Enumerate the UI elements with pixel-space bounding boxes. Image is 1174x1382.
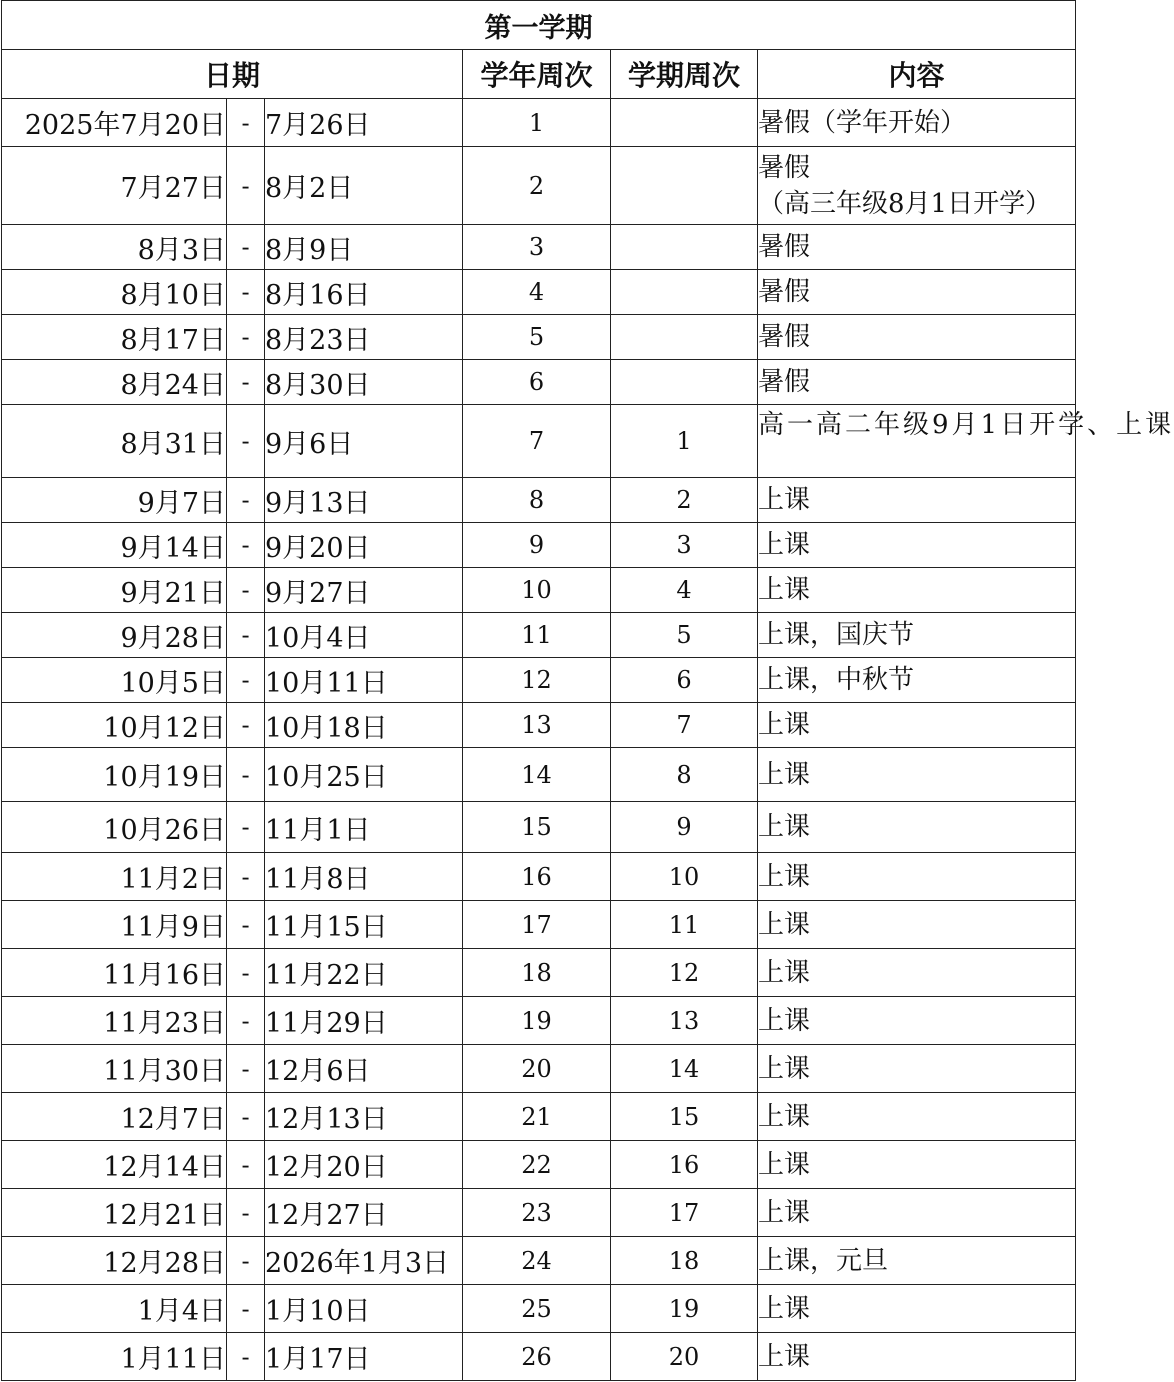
week-content [758, 360, 1076, 405]
table-row [2, 658, 1076, 703]
date-range-separator: - [227, 1189, 265, 1237]
week-end-date: 11月1日 [265, 802, 463, 853]
week-content [758, 748, 1076, 802]
table-row [2, 613, 1076, 658]
term-week-number [611, 360, 758, 405]
date-range-separator: - [227, 1285, 265, 1333]
date-range-separator: - [227, 270, 265, 315]
week-end-date: 11月8日 [265, 853, 463, 901]
term-week-number: 6 [611, 658, 758, 703]
week-content [758, 1285, 1076, 1333]
week-end-date: 9月27日 [265, 568, 463, 613]
week-end-date: 9月13日 [265, 478, 463, 523]
week-end-date: 11月22日 [265, 949, 463, 997]
week-start-date: 12月14日 [2, 1141, 227, 1189]
year-week-number: 21 [463, 1093, 611, 1141]
table-row [2, 1093, 1076, 1141]
content-line: 上课，国庆节 [758, 620, 915, 650]
week-start-date: 11月9日 [2, 901, 227, 949]
content-line: 暑假 [758, 367, 811, 397]
term-week-number [611, 270, 758, 315]
week-start-date: 8月10日 [2, 270, 227, 315]
header-content: 内容 [758, 50, 1076, 99]
content-line: 暑假 [758, 322, 811, 352]
content-line: 上课 [758, 1149, 811, 1180]
term-week-number: 5 [611, 613, 758, 658]
week-content [758, 270, 1076, 315]
date-range-separator: - [227, 99, 265, 147]
year-week-number: 5 [463, 315, 611, 360]
table-row [2, 523, 1076, 568]
week-content [758, 802, 1076, 853]
content-line: 上课 [758, 1101, 811, 1132]
week-start-date: 12月28日 [2, 1237, 227, 1285]
week-end-date: 8月9日 [265, 225, 463, 270]
date-range-separator: - [227, 853, 265, 901]
content-line: 上课 [758, 812, 811, 842]
table-row [2, 270, 1076, 315]
date-range-separator: - [227, 613, 265, 658]
term-week-number: 12 [611, 949, 758, 997]
term-week-number: 19 [611, 1285, 758, 1333]
term-week-number [611, 225, 758, 270]
week-start-date: 9月14日 [2, 523, 227, 568]
content-line: 上课 [758, 909, 811, 940]
content-line: 上课 [758, 1005, 811, 1036]
date-range-separator: - [227, 802, 265, 853]
term-week-number [611, 147, 758, 225]
week-start-date: 11月30日 [2, 1045, 227, 1093]
year-week-number: 25 [463, 1285, 611, 1333]
content-line: 上课 [758, 710, 811, 740]
week-end-date: 9月6日 [265, 405, 463, 478]
content-line: 暑假（学年开始） [758, 107, 967, 138]
week-start-date: 8月17日 [2, 315, 227, 360]
year-week-number: 16 [463, 853, 611, 901]
content-line: 高一高二年级9月1日开学、上课 [758, 410, 1174, 440]
content-line: 上课 [758, 1293, 811, 1324]
year-week-number: 17 [463, 901, 611, 949]
year-week-number: 8 [463, 478, 611, 523]
year-week-number: 22 [463, 1141, 611, 1189]
week-end-date: 10月25日 [265, 748, 463, 802]
week-content [758, 147, 1076, 225]
content-line: 暑假 [758, 152, 811, 183]
week-end-date: 10月4日 [265, 613, 463, 658]
year-week-number: 4 [463, 270, 611, 315]
table-row [2, 405, 1076, 478]
week-end-date: 12月27日 [265, 1189, 463, 1237]
week-start-date: 8月31日 [2, 405, 227, 478]
week-end-date: 8月16日 [265, 270, 463, 315]
header-date: 日期 [2, 50, 463, 99]
week-start-date: 10月5日 [2, 658, 227, 703]
year-week-number: 13 [463, 703, 611, 748]
week-start-date: 1月4日 [2, 1285, 227, 1333]
year-week-number: 20 [463, 1045, 611, 1093]
date-range-separator: - [227, 1045, 265, 1093]
week-start-date: 9月28日 [2, 613, 227, 658]
table-row [2, 997, 1076, 1045]
table-row [2, 1189, 1076, 1237]
table-row [2, 901, 1076, 949]
term-week-number: 17 [611, 1189, 758, 1237]
term-week-number: 20 [611, 1333, 758, 1381]
year-week-number: 7 [463, 405, 611, 478]
table-row [2, 1141, 1076, 1189]
table-row [2, 225, 1076, 270]
year-week-number: 1 [463, 99, 611, 147]
date-range-separator: - [227, 360, 265, 405]
date-range-separator: - [227, 748, 265, 802]
table-row [2, 802, 1076, 853]
date-range-separator: - [227, 1141, 265, 1189]
table-row [2, 147, 1076, 225]
table-row [2, 1045, 1076, 1093]
term-week-number [611, 99, 758, 147]
week-start-date: 8月24日 [2, 360, 227, 405]
content-line: 上课，元旦 [758, 1245, 889, 1276]
year-week-number: 14 [463, 748, 611, 802]
week-content [758, 478, 1076, 523]
week-content [758, 658, 1076, 703]
term-week-number: 18 [611, 1237, 758, 1285]
term-week-number: 13 [611, 997, 758, 1045]
table-row [2, 1333, 1076, 1381]
week-end-date: 9月20日 [265, 523, 463, 568]
week-content [758, 405, 1174, 478]
week-start-date: 11月2日 [2, 853, 227, 901]
week-content [758, 568, 1076, 613]
term-week-number: 7 [611, 703, 758, 748]
week-start-date: 7月27日 [2, 147, 227, 225]
week-content [758, 1045, 1076, 1093]
content-line: 上课 [758, 530, 811, 560]
date-range-separator: - [227, 1333, 265, 1381]
week-content [758, 1237, 1076, 1285]
title-row [2, 1, 1076, 50]
year-week-number: 12 [463, 658, 611, 703]
year-week-number: 2 [463, 147, 611, 225]
week-end-date: 12月6日 [265, 1045, 463, 1093]
term-week-number: 10 [611, 853, 758, 901]
term-week-number: 2 [611, 478, 758, 523]
date-range-separator: - [227, 147, 265, 225]
week-end-date: 11月29日 [265, 997, 463, 1045]
date-range-separator: - [227, 315, 265, 360]
week-end-date: 12月20日 [265, 1141, 463, 1189]
table-row [2, 1237, 1076, 1285]
week-content [758, 1141, 1076, 1189]
header-term-week: 学期周次 [611, 50, 758, 99]
year-week-number: 9 [463, 523, 611, 568]
term-week-number: 4 [611, 568, 758, 613]
table-row [2, 99, 1076, 147]
content-line: 暑假 [758, 277, 811, 307]
year-week-number: 3 [463, 225, 611, 270]
year-week-number: 23 [463, 1189, 611, 1237]
date-range-separator: - [227, 225, 265, 270]
date-range-separator: - [227, 405, 265, 478]
week-start-date: 10月12日 [2, 703, 227, 748]
week-end-date: 1月10日 [265, 1285, 463, 1333]
week-end-date: 11月15日 [265, 901, 463, 949]
semester-calendar-table [1, 0, 1174, 1381]
date-range-separator: - [227, 478, 265, 523]
week-end-date: 10月11日 [265, 658, 463, 703]
week-start-date: 9月7日 [2, 478, 227, 523]
date-range-separator: - [227, 1093, 265, 1141]
year-week-number: 15 [463, 802, 611, 853]
week-content [758, 997, 1076, 1045]
week-end-date: 8月30日 [265, 360, 463, 405]
table-row [2, 478, 1076, 523]
year-week-number: 11 [463, 613, 611, 658]
date-range-separator: - [227, 901, 265, 949]
table-row [2, 1285, 1076, 1333]
term-week-number: 15 [611, 1093, 758, 1141]
week-content [758, 225, 1076, 270]
content-line: 上课 [758, 1053, 811, 1084]
week-end-date: 2026年1月3日 [265, 1237, 463, 1285]
content-line: 上课 [758, 1197, 811, 1228]
week-start-date: 1月11日 [2, 1333, 227, 1381]
content-line: 上课 [758, 575, 811, 605]
week-content [758, 1333, 1076, 1381]
content-line: 暑假 [758, 232, 811, 262]
header-row [2, 50, 1076, 99]
week-content [758, 1093, 1076, 1141]
table-row [2, 360, 1076, 405]
year-week-number: 18 [463, 949, 611, 997]
week-start-date: 10月19日 [2, 748, 227, 802]
week-end-date: 1月17日 [265, 1333, 463, 1381]
week-content [758, 853, 1076, 901]
date-range-separator: - [227, 658, 265, 703]
content-line: 上课 [758, 957, 811, 988]
table-row [2, 315, 1076, 360]
table-row [2, 568, 1076, 613]
week-start-date: 11月23日 [2, 997, 227, 1045]
week-start-date: 12月21日 [2, 1189, 227, 1237]
table-title: 第一学期 [2, 1, 1076, 50]
content-line: 上课，中秋节 [758, 665, 915, 695]
date-range-separator: - [227, 568, 265, 613]
term-week-number: 8 [611, 748, 758, 802]
content-line: 上课 [758, 861, 811, 892]
week-content [758, 901, 1076, 949]
week-start-date: 10月26日 [2, 802, 227, 853]
term-week-number: 16 [611, 1141, 758, 1189]
week-content [758, 613, 1076, 658]
week-start-date: 12月7日 [2, 1093, 227, 1141]
content-line: 上课 [758, 759, 811, 790]
header-year-week: 学年周次 [463, 50, 611, 99]
date-range-separator: - [227, 949, 265, 997]
term-week-number [611, 315, 758, 360]
date-range-separator: - [227, 1237, 265, 1285]
week-end-date: 12月13日 [265, 1093, 463, 1141]
week-start-date: 11月16日 [2, 949, 227, 997]
week-end-date: 8月23日 [265, 315, 463, 360]
year-week-number: 10 [463, 568, 611, 613]
date-range-separator: - [227, 997, 265, 1045]
table-row [2, 853, 1076, 901]
table-row [2, 748, 1076, 802]
date-range-separator: - [227, 703, 265, 748]
week-content [758, 99, 1076, 147]
week-content [758, 703, 1076, 748]
year-week-number: 24 [463, 1237, 611, 1285]
year-week-number: 26 [463, 1333, 611, 1381]
content-line: （高三年级8月1日开学） [758, 188, 1052, 219]
date-range-separator: - [227, 523, 265, 568]
week-start-date: 8月3日 [2, 225, 227, 270]
table-row [2, 949, 1076, 997]
week-start-date: 2025年7月20日 [2, 99, 227, 147]
week-end-date: 7月26日 [265, 99, 463, 147]
content-line: 上课 [758, 485, 811, 515]
term-week-number: 3 [611, 523, 758, 568]
week-content [758, 523, 1076, 568]
week-content [758, 949, 1076, 997]
term-week-number: 14 [611, 1045, 758, 1093]
week-end-date: 8月2日 [265, 147, 463, 225]
week-end-date: 10月18日 [265, 703, 463, 748]
table-row [2, 703, 1076, 748]
term-week-number: 11 [611, 901, 758, 949]
week-start-date: 9月21日 [2, 568, 227, 613]
term-week-number: 1 [611, 405, 758, 478]
week-content [758, 315, 1076, 360]
year-week-number: 6 [463, 360, 611, 405]
term-week-number: 9 [611, 802, 758, 853]
year-week-number: 19 [463, 997, 611, 1045]
content-line: 上课 [758, 1341, 811, 1372]
week-content [758, 1189, 1076, 1237]
